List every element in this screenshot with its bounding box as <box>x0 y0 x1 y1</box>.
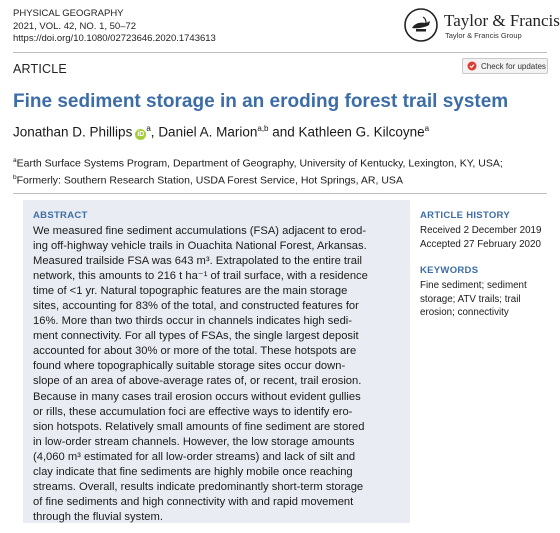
abstract-text <box>33 224 405 525</box>
journal-name: PHYSICAL GEOGRAPHY <box>13 8 124 19</box>
abstract-heading: ABSTRACT <box>33 210 88 221</box>
abstract-line: Measured trailside FSA was 643 m³. Extrapolated to the entire trail <box>33 255 362 268</box>
journal-info <box>13 8 216 46</box>
affil-text: Earth Surface Systems Program, Department of Geography, University of Kentucky, Lexington, KY, USA; <box>16 157 503 170</box>
accepted-date: Accepted 27 February 2020 <box>420 238 541 250</box>
abstract-line: We measured fine sediment accumulations (FSA) adjacent to erod- <box>33 225 367 237</box>
abstract-line: in low-order stream channels. However, the low storage amounts <box>33 435 355 448</box>
keyword-line: erosion; connectivity <box>420 307 509 318</box>
abstract-line: sion hotspots. Relatively small amounts of fine sediment are stored <box>33 420 365 433</box>
affiliation-line <box>13 171 503 188</box>
abstract-line: slope of an area of above-average rates of, or recent, trail erosion. <box>33 375 362 388</box>
author-name[interactable]: Daniel A. Marion <box>158 124 258 140</box>
doi-link[interactable]: https://doi.org/10.1080/02723646.2020.1743613 <box>13 33 216 44</box>
author-affil-mark: a,b <box>257 124 269 133</box>
keywords-list <box>420 279 555 320</box>
affil-mark: b <box>13 174 17 181</box>
author-list <box>13 124 429 140</box>
abstract-line: accounted for about 30% or more of the total. These hotspots are <box>33 345 357 358</box>
article-history <box>420 224 555 251</box>
check-for-updates-button[interactable] <box>462 58 548 74</box>
abstract-line: streams. Overall, results indicate predominantly short-term storage <box>33 480 364 493</box>
keyword-line: Fine sediment; sediment <box>420 280 527 291</box>
abstract-line: ing off-highway vehicle trails in Ouachita National Forest, Arkansas. <box>33 240 367 253</box>
article-sidebar <box>420 210 555 320</box>
abstract-line: Because in many cases trail erosion occurs without evident gullies <box>33 390 361 403</box>
author-name[interactable]: Jonathan D. Phillips <box>13 124 133 140</box>
journal-volume: 2021, VOL. 42, NO. 1, 50–72 <box>13 20 137 32</box>
abstract-line: or rills, these accumulation foci are effective ways to identify ero- <box>33 405 353 418</box>
abstract-line: (4,060 m³ estimated for all low-order streams) and lack of silt and <box>33 450 356 463</box>
article-history-heading: ARTICLE HISTORY <box>420 210 511 221</box>
affil-mark: a <box>13 157 17 164</box>
abstract-line: 16%. More than two thirds occur in channels indicates high sedi- <box>33 315 353 328</box>
keywords-heading: KEYWORDS <box>420 265 479 276</box>
abstract-line: ment connectivity. For all types of FSAs, the single largest deposit <box>33 330 359 343</box>
crossmark-icon <box>467 61 477 71</box>
paper-title: Fine sediment storage in an eroding forest trail system <box>13 91 509 112</box>
author-name[interactable]: Kathleen G. Kilcoyne <box>298 124 425 140</box>
abstract-line: clay indicate that fine sediments are highly mobile once reaching <box>33 465 353 478</box>
check-for-updates-label: Check for updates <box>481 61 546 71</box>
article-type-label: ARTICLE <box>13 62 67 76</box>
section-divider <box>13 193 547 194</box>
publisher-name: Taylor & Francis <box>444 11 560 30</box>
orcid-icon[interactable]: iD <box>137 130 145 138</box>
publisher-logo[interactable] <box>404 8 560 44</box>
author-affil-mark: a <box>146 124 151 133</box>
abstract-line: time of <1 yr. Natural topographic features are the main storage <box>33 285 348 298</box>
taylor-francis-lamp-icon <box>404 8 438 42</box>
abstract-line: sites, accounting for 83% of the total, and constructed features for <box>33 300 359 313</box>
affil-text: Formerly: Southern Research Station, USDA Forest Service, Hot Springs, AR, USA <box>16 174 403 187</box>
received-date: Received 2 December 2019 <box>420 225 542 236</box>
abstract-line: through the fluvial system. <box>33 510 163 523</box>
author-separator: and <box>268 124 295 140</box>
keyword-line: storage; ATV trails; trail <box>420 293 521 305</box>
affiliations <box>13 154 503 188</box>
abstract-line: found where topographically suitable storage sites occur down- <box>33 360 346 373</box>
publisher-group: Taylor & Francis Group <box>445 31 522 40</box>
abstract-line: of fine sediments and high connectivity with and rapid movement <box>33 495 354 508</box>
author-separator: , <box>150 124 155 140</box>
author-affil-mark: a <box>424 124 430 133</box>
affiliation-line <box>13 154 503 171</box>
abstract-line: network, this amounts to 216 t ha⁻¹ of trail surface, with a residence <box>33 270 368 283</box>
header-divider <box>13 52 547 53</box>
